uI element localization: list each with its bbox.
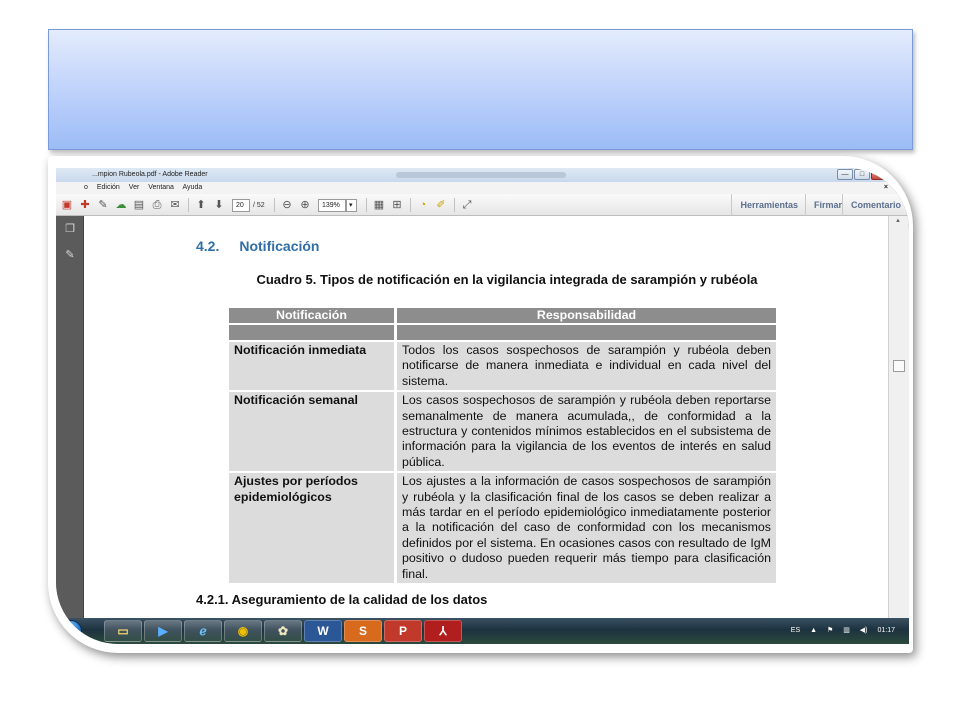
expand-icon[interactable]: ⤢ — [462, 199, 472, 211]
table-row — [229, 473, 776, 583]
toolbar-separator — [274, 198, 275, 212]
section-heading — [196, 238, 319, 254]
network-icon[interactable]: ▥ — [843, 627, 850, 634]
menu-item-help[interactable]: Ayuda — [182, 184, 203, 191]
screenshot-frame — [48, 156, 913, 653]
notification-type-cell: Notificación inmediata — [229, 342, 394, 390]
clock[interactable]: 01:17 — [877, 627, 895, 634]
window-titlebar — [56, 168, 909, 182]
window-controls — [837, 169, 897, 180]
menu-item-file[interactable]: o — [84, 184, 88, 191]
column-header-notification: Notificación — [229, 308, 394, 323]
scrollbar-thumb[interactable] — [893, 360, 905, 372]
window-title: ...mpion Rubeola.pdf - Adobe Reader — [92, 171, 208, 178]
blurred-title-area — [396, 172, 566, 178]
powerpoint-icon[interactable]: P — [384, 620, 422, 642]
table-row — [229, 342, 776, 390]
zoom-level-input[interactable]: 139% — [318, 199, 346, 212]
responsibility-cell: Los casos sospechosos de sarampión y rubéola deben reportarse semanalmente de manera acumulada,, de conformidad a la estructura y contenidos mínimos establecidos en el subsistema de información para la vigilancia de los eventos de interés en salud pública. — [397, 392, 776, 471]
tray-arrow-icon[interactable]: ▲ — [810, 627, 818, 634]
file-explorer-icon[interactable]: ▭ — [104, 620, 142, 642]
page-number-input[interactable]: 20 — [232, 199, 250, 212]
start-button[interactable] — [60, 620, 82, 642]
email-icon[interactable]: ✉ — [170, 199, 180, 211]
internet-explorer-icon[interactable]: ℯ — [184, 620, 222, 642]
flag-icon[interactable]: ⚑ — [826, 627, 834, 634]
close-document-button[interactable]: × — [883, 184, 888, 191]
table-blank-row — [229, 325, 776, 340]
adobe-reader-window — [56, 168, 909, 644]
table-row — [229, 392, 776, 471]
tools-button[interactable]: Herramientas — [731, 194, 806, 216]
powerpoint-viewer-icon[interactable]: S — [344, 620, 382, 642]
subsection-heading: 4.2.1. Aseguramiento de la calidad de los datos — [196, 592, 488, 607]
zoom-out-icon[interactable]: ⊖ — [282, 199, 292, 211]
fit-width-icon[interactable]: ⊞ — [392, 199, 402, 211]
language-indicator[interactable]: ES — [790, 627, 801, 634]
maximize-button[interactable]: □ — [854, 169, 870, 180]
next-page-icon[interactable]: ⬇ — [214, 199, 224, 211]
table-caption: Cuadro 5. Tipos de notificación en la vigilancia integrada de sarampión y rubéola — [256, 272, 758, 287]
scroll-up-icon[interactable]: ▲ — [895, 218, 901, 224]
vertical-scrollbar[interactable] — [888, 216, 909, 618]
notification-table — [226, 306, 779, 585]
slide-title-banner — [48, 29, 913, 150]
chrome-icon[interactable]: ◉ — [224, 620, 262, 642]
windows-taskbar — [56, 618, 909, 644]
cloud-icon[interactable]: ☁ — [115, 199, 127, 211]
print-icon[interactable]: ⎙ — [152, 199, 162, 211]
paint-icon[interactable]: ✿ — [264, 620, 302, 642]
highlight-icon[interactable]: ✐ — [436, 199, 446, 211]
responsibility-cell: Todos los casos sospechosos de sarampión y rubéola deben notificarse de manera inmediata e individual en cada nivel del sistema. — [397, 342, 776, 390]
blank-cell — [397, 325, 776, 340]
edit-icon[interactable]: ✎ — [98, 199, 108, 211]
navigation-sidebar — [56, 216, 84, 618]
menu-item-edit[interactable]: Edición — [96, 184, 120, 191]
toolbar — [56, 194, 909, 216]
sign-button[interactable]: Firmar — [805, 194, 850, 216]
minimize-button[interactable]: — — [837, 169, 853, 180]
menu-item-window[interactable]: Ventana — [148, 184, 174, 191]
system-tray — [783, 618, 895, 644]
page-total: / 52 — [253, 202, 265, 209]
table-header-row — [229, 308, 776, 323]
menu-bar — [56, 182, 909, 194]
notification-type-cell: Ajustes por períodos epidemiológicos — [229, 473, 394, 583]
open-file-icon[interactable]: ▣ — [61, 199, 73, 211]
responsibility-cell: Los ajustes a la información de casos sospechosos de sarampión y rubéola y la clasificación final de los casos se deben realizar a más tardar en el período epidemiológico inmediatamente posterior a la notificación del caso de conformidad con los mecanismos definidos por el sistema. En ocasiones casos con resultado de IgM positivo o dudoso pueden requerir más tiempo para clasificación final. — [397, 473, 776, 583]
comment-bubble-icon[interactable]: ◔ — [419, 199, 427, 211]
zoom-dropdown-icon[interactable]: ▾ — [346, 199, 357, 212]
section-title: Notificación — [239, 238, 320, 254]
toolbar-separator — [410, 198, 411, 212]
comment-button[interactable]: Comentario — [842, 194, 909, 216]
toolbar-separator — [188, 198, 189, 212]
blank-cell — [229, 325, 394, 340]
attachments-icon[interactable]: ✎ — [65, 249, 75, 261]
save-icon[interactable]: ▤ — [133, 199, 145, 211]
menu-item-view[interactable]: Ver — [128, 184, 140, 191]
media-player-icon[interactable]: ▶ — [144, 620, 182, 642]
column-header-responsibility: Responsabilidad — [397, 308, 776, 323]
close-button[interactable]: ✕ — [871, 169, 897, 180]
toolbar-separator — [454, 198, 455, 212]
notification-type-cell: Notificación semanal — [229, 392, 394, 471]
volume-icon[interactable]: ◀) — [859, 627, 868, 634]
toolbar-separator — [366, 198, 367, 212]
acrobat-icon[interactable]: ⅄ — [424, 620, 462, 642]
fit-page-icon[interactable]: ▦ — [373, 199, 385, 211]
section-number: 4.2. — [196, 238, 220, 254]
pages-panel-icon[interactable]: ❐ — [65, 223, 75, 235]
create-pdf-icon[interactable]: ✚ — [80, 199, 90, 211]
previous-page-icon[interactable]: ⬆ — [196, 199, 206, 211]
document-page — [84, 216, 888, 618]
zoom-in-icon[interactable]: ⊕ — [300, 199, 310, 211]
word-icon[interactable]: W — [304, 620, 342, 642]
